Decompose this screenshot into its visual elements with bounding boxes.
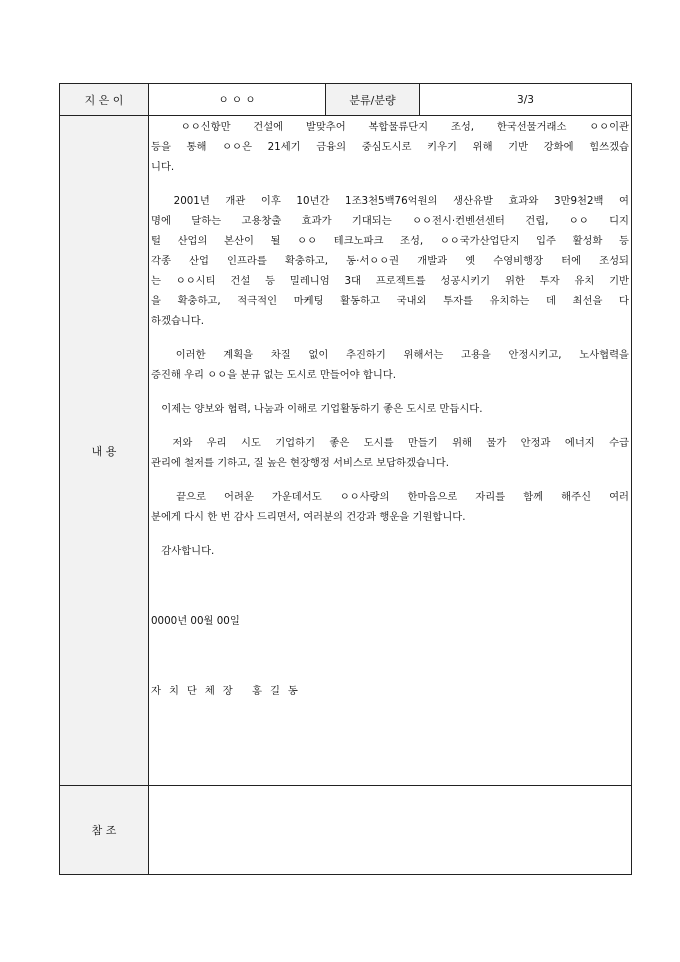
closing-text: 감사합니다. bbox=[151, 545, 215, 557]
date-text: 0000년 00월 00일 bbox=[151, 615, 240, 627]
paragraph-line: 이러한 계획을 차질 없이 추진하기 위해서는 고용을 안정시키고, 노사협력을 bbox=[151, 349, 629, 361]
paragraph-line: 분에게 다시 한 번 감사 드리면서, 여러분의 건강과 행운을 기원합니다. bbox=[151, 511, 466, 523]
paragraph bbox=[151, 191, 629, 331]
paragraph-line: 하겠습니다. bbox=[151, 315, 205, 327]
paragraph bbox=[151, 345, 629, 385]
signature-text: 자치단체장 홍길동 bbox=[151, 685, 306, 697]
paragraph-line: 이제는 양보와 협력, 나눔과 이해로 기업활동하기 좋은 도시로 만듭시다. bbox=[151, 403, 483, 415]
paragraph-line: 관리에 철저를 기하고, 질 높은 현장행정 서비스로 보답하겠습니다. bbox=[151, 457, 450, 469]
paragraph-line: 등을 통해 ㅇㅇ은 21세기 금융의 중심도시로 키우기 위해 기반 강화에 힘쓰겠습 bbox=[151, 141, 629, 153]
content-label: 내 용 bbox=[60, 116, 149, 786]
document-table bbox=[59, 83, 632, 875]
paragraph-line: 는 ㅇㅇ시티 건설 등 밀레니엄 3대 프로젝트를 성공시키기 위한 투자 유치 기반 bbox=[151, 275, 629, 287]
paragraph bbox=[151, 399, 629, 419]
category-value: 3/3 bbox=[420, 84, 632, 116]
content-cell bbox=[149, 116, 632, 786]
paragraph-line: 끝으로 어려운 가운데서도 ㅇㅇ사랑의 한마음으로 자리를 함께 해주신 여러 bbox=[151, 491, 629, 503]
author-value: ㅇ ㅇ ㅇ bbox=[149, 84, 326, 116]
paragraph-line: 저와 우리 시도 기업하기 좋은 도시를 만들기 위해 물가 안정과 에너지 수급 bbox=[151, 437, 629, 449]
paragraph-line: 각종 산업 인프라를 확충하고, 동·서ㅇㅇ권 개발과 옛 수영비행장 터에 조성되 bbox=[151, 255, 629, 267]
paragraph-line: 니다. bbox=[151, 161, 175, 173]
paragraph-line: ㅇㅇ신항만 건설에 발맞추어 복합물류단지 조성, 한국선물거래소 ㅇㅇ이관 bbox=[151, 121, 629, 133]
paragraph-line: 을 확충하고, 적극적인 마케팅 활동하고 국내외 투자를 유치하는 데 최선을 다 bbox=[151, 295, 629, 307]
content-body bbox=[149, 116, 631, 701]
reference-label: 참 조 bbox=[60, 786, 149, 875]
author-label: 지 은 이 bbox=[60, 84, 149, 116]
paragraph-line: 명에 달하는 고용창출 효과가 기대되는 ㅇㅇ전시·컨벤션센터 건립, ㅇㅇ 디지 bbox=[151, 215, 629, 227]
paragraph bbox=[151, 487, 629, 527]
reference-value bbox=[149, 786, 632, 875]
paragraph bbox=[151, 433, 629, 473]
paragraph-line: 증진해 우리 ㅇㅇ을 분규 없는 도시로 만들어야 합니다. bbox=[151, 369, 397, 381]
paragraph-line: 2001년 개관 이후 10년간 1조3천5백76억원의 생산유발 효과와 3만9천2백 여 bbox=[151, 195, 629, 207]
paragraph-list bbox=[151, 117, 629, 527]
category-label: 분류/분량 bbox=[326, 84, 420, 116]
paragraph bbox=[151, 117, 629, 177]
paragraph-line: 털 산업의 본산이 될 ㅇㅇ 테크노파크 조성, ㅇㅇ국가산업단지 입주 활성화 등 bbox=[151, 235, 629, 247]
